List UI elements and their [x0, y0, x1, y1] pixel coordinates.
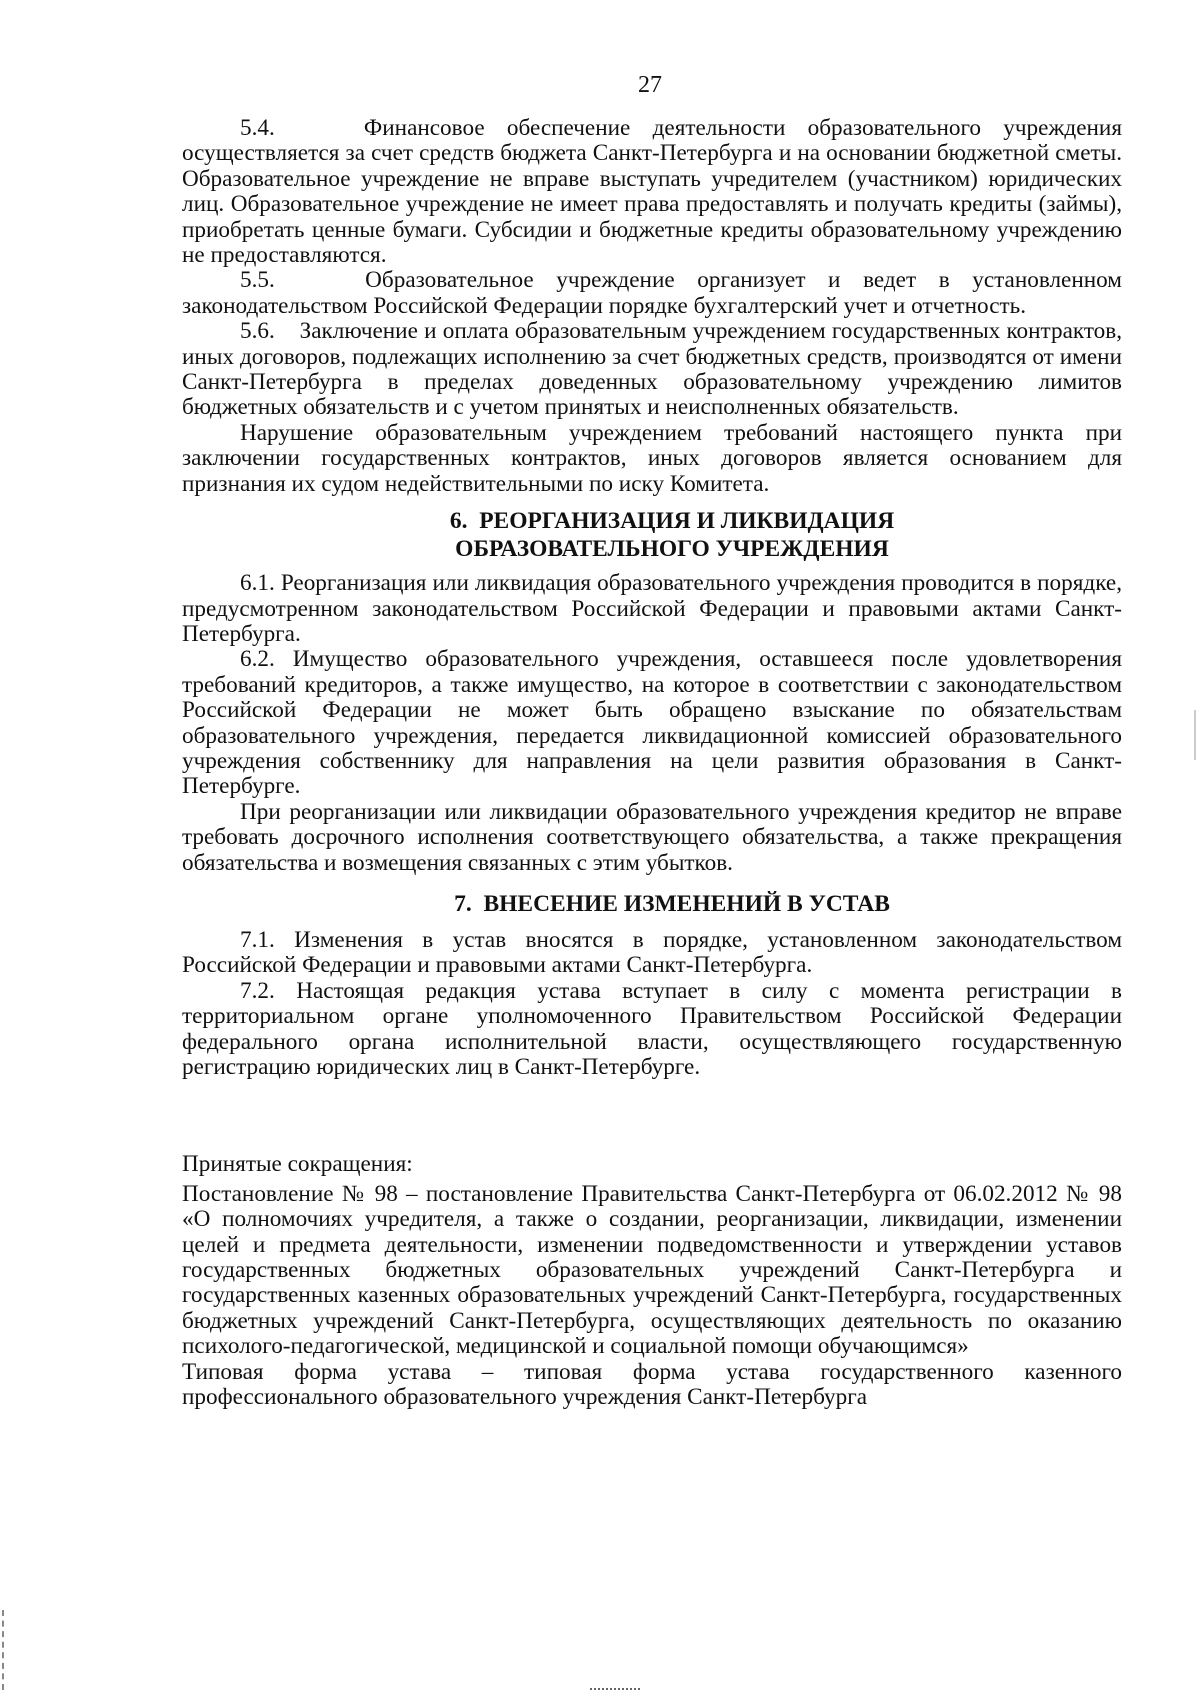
abbreviation-decree-98: Постановление № 98 – постановление Правительства Санкт-Петербурга от 06.02.2012 № 98 «О полномочиях учредителя, а также о создании, реорганизации, ликвидации, изменении целей и предмета деятельности, изменении подведомственности и утверждении уставов государственных бюджетных образовательных учреждений Санкт-Петербурга и государственных казенных образовательных учреждений Санкт-Петербурга, государственных бюджетных учреждений Санкт-Петербурга, осуществляющих деятельность по оказанию психолого-педагогической, медицинской и социальной помощи обучающимся» — [182, 1180, 1122, 1360]
paragraph-6-1: 6.1. Реорганизация или ликвидация образовательного учреждения проводится в порядке, предусмотренном законодательством Российской Федерации и правовыми актами Санкт-Петербурга. — [182, 570, 1122, 647]
abbreviations-title: Принятые сокращения: — [182, 1151, 413, 1178]
paragraph-5-5: 5.5. Образовательное учреждение организует и ведет в установленном законодательством Российской Федерации порядке бухгалтерский учет и отчетность. — [182, 267, 1122, 319]
section-7-heading: 7. ВНЕСЕНИЕ ИЗМЕНЕНИЙ В УСТАВ — [454, 890, 890, 917]
scan-artifact-edge — [2, 1610, 6, 1690]
abbreviations-block — [182, 1152, 1122, 1410]
paragraph-5-4: 5.4. Финансовое обеспечение деятельности образовательного учреждения осуществляется за счет средств бюджета Санкт-Петербурга и на основании бюджетной сметы. Образовательное учреждение не вправе выступать учредителем (участником) юридических лиц. Образовательное учреждение не имеет права предоставлять и получать кредиты (займы), приобретать ценные бумаги. Субсидии и бюджетные кредиты образовательному учреждению не предоставляются. — [182, 115, 1122, 269]
scan-artifact-right — [1194, 710, 1196, 760]
paragraph-6-2-creditor: При реорганизации или ликвидации образовательного учреждения кредитор не вправе требовать досрочного исполнения соответствующего обязательства, а также прекращения обязательства и возмещения связанных с этим убытков. — [182, 798, 1122, 876]
paragraph-5-6: 5.6. Заключение и оплата образовательным учреждением государственных контрактов, иных договоров, подлежащих исполнению за счет бюджетных средств, производятся от имени Санкт-Петербурга в пределах доведенных образовательному учреждению лимитов бюджетных обязательств и с учетом принятых и неисполненных обязательств. — [182, 318, 1122, 421]
paragraph-7-1: 7.1. Изменения в устав вносятся в порядке, установленном законодательством Российской Федерации и правовыми актами Санкт-Петербурга. — [182, 926, 1122, 979]
section-6-heading-line1: 6. РЕОРГАНИЗАЦИЯ И ЛИКВИДАЦИЯ — [449, 508, 895, 535]
section-6-heading-line2: ОБРАЗОВАТЕЛЬНОГО УЧРЕЖДЕНИЯ — [455, 536, 889, 563]
document-body — [182, 116, 1122, 1410]
paragraph-7-2: 7.2. Настоящая редакция устава вступает в силу с момента регистрации в территориальном органе уполномоченного Правительством Российской Федерации федерального органа исполнительной власти, осуществляющего государственную регистрацию юридических лиц в Санкт-Петербурге. — [182, 977, 1122, 1080]
paragraph-6-2: 6.2. Имущество образовательного учреждения, оставшееся после удовлетворения требований кредиторов, а также имущество, на которое в соответствии с законодательством Российской Федерации не может быть обращено взыскание по обязательствам образовательного учреждения, передается ликвидационной комиссией образовательного учреждения собственнику для направления на цели развития образования в Санкт-Петербурге. — [182, 646, 1122, 800]
abbreviation-typical-charter: Типовая форма устава – типовая форма устава государственного казенного профессионального образовательного учреждения Санкт-Петербурга — [182, 1358, 1122, 1411]
page-number: 27 — [638, 72, 662, 98]
scan-artifact-bottom — [590, 1688, 640, 1694]
section-6-heading — [182, 507, 1122, 563]
paragraph-5-6-violation: Нарушение образовательным учреждением требований настоящего пункта при заключении государственных контрактов, иных договоров является основанием для признания их судом недействительными по иску Комитета. — [182, 419, 1122, 497]
